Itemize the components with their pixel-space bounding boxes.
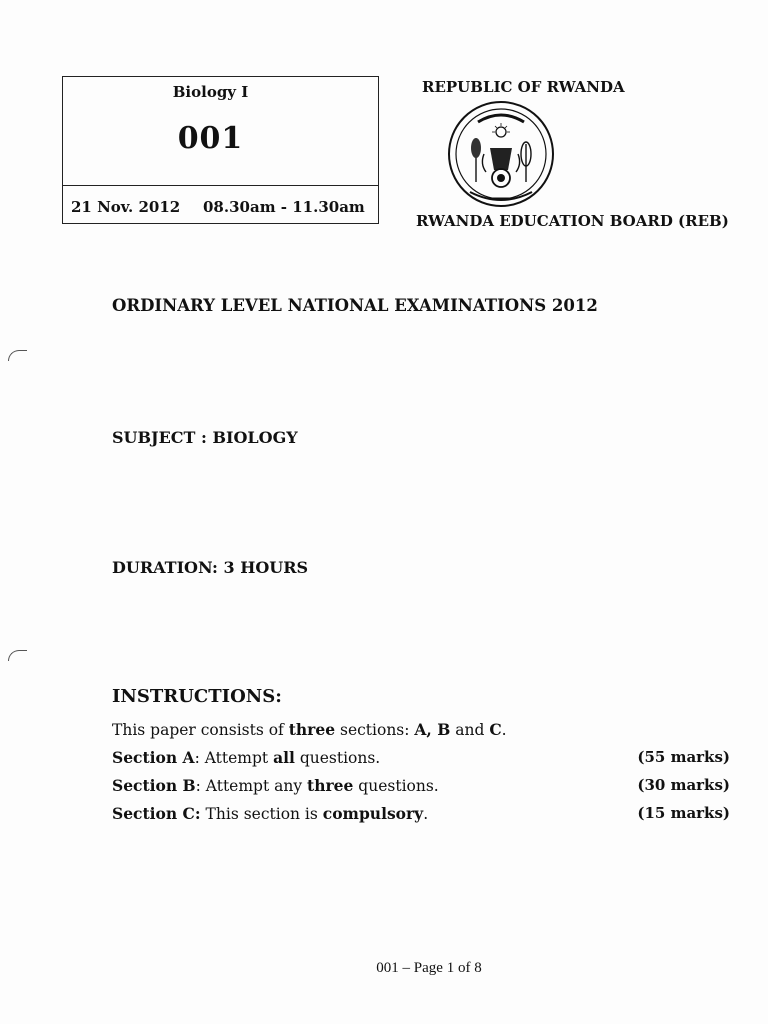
section-label: Section A xyxy=(112,748,195,767)
section-text: questions. xyxy=(353,777,439,795)
page-footer: 001 – Page 1 of 8 xyxy=(376,960,482,976)
section-text: questions. xyxy=(294,749,381,767)
intro-bold: A, B xyxy=(414,720,451,739)
exam-date: 21 Nov. 2012 xyxy=(71,198,181,216)
exam-subject: SUBJECT : BIOLOGY xyxy=(112,428,298,447)
section-text: : Attempt xyxy=(194,749,274,767)
section-b-instruction xyxy=(112,776,439,795)
exam-duration: DURATION: 3 HOURS xyxy=(112,558,309,577)
intro-text: . xyxy=(501,721,507,739)
paper-info-box xyxy=(62,76,379,224)
section-text: This section is xyxy=(200,805,323,823)
intro-text: This paper consists of xyxy=(112,721,289,739)
section-b-marks: (30 marks) xyxy=(637,776,730,794)
section-text: . xyxy=(423,805,429,823)
section-a-instruction xyxy=(112,748,380,767)
section-label: Section B xyxy=(112,776,196,795)
intro-text: and xyxy=(450,721,490,739)
rwanda-coat-of-arms-icon xyxy=(440,100,562,212)
section-c-instruction xyxy=(112,804,428,823)
section-bold: compulsory xyxy=(322,804,424,823)
republic-heading: REPUBLIC OF RWANDA xyxy=(422,78,625,96)
intro-bold: C xyxy=(489,720,502,739)
section-bold: all xyxy=(273,748,295,767)
scan-artifact xyxy=(8,350,27,361)
exam-time: 08.30am - 11.30am xyxy=(203,198,365,216)
section-a-marks: (55 marks) xyxy=(637,748,730,766)
section-c-marks: (15 marks) xyxy=(637,804,730,822)
instructions-heading: INSTRUCTIONS: xyxy=(112,686,282,707)
exam-title: ORDINARY LEVEL NATIONAL EXAMINATIONS 2012 xyxy=(112,296,598,315)
scan-artifact xyxy=(8,650,27,661)
instructions-intro xyxy=(112,720,507,739)
intro-text: sections: xyxy=(335,721,415,739)
paper-code: 001 xyxy=(177,121,244,156)
section-bold: three xyxy=(307,776,354,795)
date-time-row xyxy=(63,185,378,218)
board-heading: RWANDA EDUCATION BOARD (REB) xyxy=(416,212,729,230)
paper-name: Biology I xyxy=(172,83,249,101)
intro-bold: three xyxy=(288,720,336,739)
section-label: Section C: xyxy=(112,804,201,823)
section-text: : Attempt any xyxy=(195,777,308,795)
